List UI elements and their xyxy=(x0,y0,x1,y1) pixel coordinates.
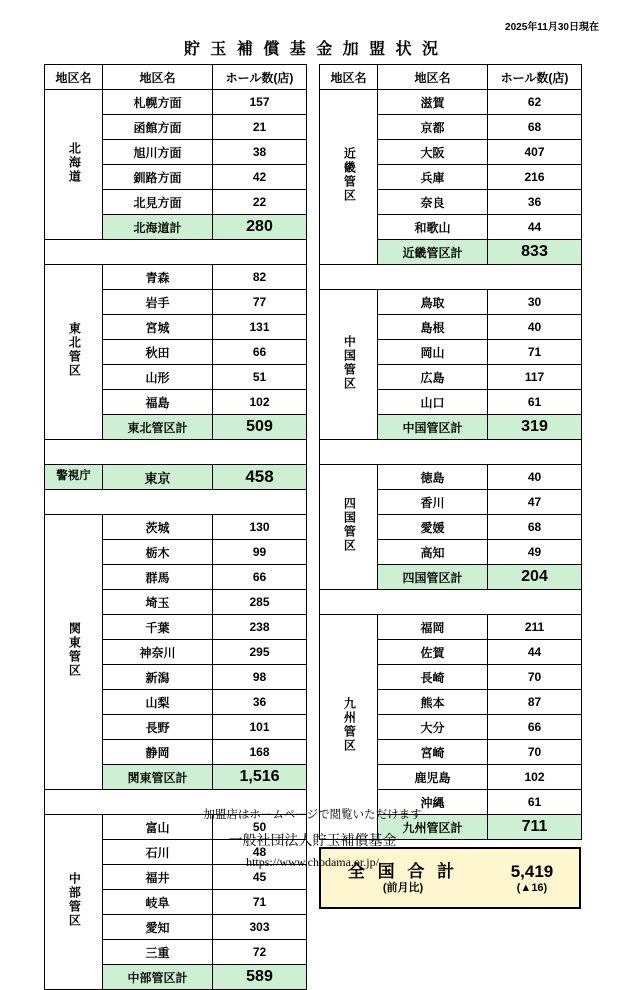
hall-count: 131 xyxy=(213,315,307,340)
subtotal-label: 近畿管区計 xyxy=(378,240,488,265)
hall-count: 211 xyxy=(488,615,582,640)
area-name: 千葉 xyxy=(103,615,213,640)
area-name: 札幌方面 xyxy=(103,90,213,115)
region-label-hokkaido: 北海道 xyxy=(45,90,103,240)
subtotal-label: 北海道計 xyxy=(103,215,213,240)
subtotal-value: 280 xyxy=(213,215,307,240)
table-row-tokyo xyxy=(45,465,307,490)
area-name: 徳島 xyxy=(378,465,488,490)
subtotal-value: 1,516 xyxy=(213,765,307,790)
area-name: 岐阜 xyxy=(103,890,213,915)
area-name: 三重 xyxy=(103,940,213,965)
hall-count: 295 xyxy=(213,640,307,665)
spacer-row xyxy=(320,440,582,465)
subtotal-label: 四国管区計 xyxy=(378,565,488,590)
area-name: 京都 xyxy=(378,115,488,140)
area-name: 東京 xyxy=(103,465,213,490)
subtotal-label: 中国管区計 xyxy=(378,415,488,440)
area-name: 長野 xyxy=(103,715,213,740)
hall-count: 70 xyxy=(488,740,582,765)
national-total-delta: (▲16) xyxy=(516,881,548,894)
hall-count: 72 xyxy=(213,940,307,965)
region-label-kinki: 近畿管区 xyxy=(320,90,378,265)
hall-count: 216 xyxy=(488,165,582,190)
hall-count: 68 xyxy=(488,115,582,140)
hall-count: 66 xyxy=(213,565,307,590)
area-name: 旭川方面 xyxy=(103,140,213,165)
table-row xyxy=(320,465,582,490)
hall-count: 51 xyxy=(213,365,307,390)
area-name: 新潟 xyxy=(103,665,213,690)
area-name: 高知 xyxy=(378,540,488,565)
area-name: 茨城 xyxy=(103,515,213,540)
column-header-region: 地区名 xyxy=(320,65,378,90)
spacer-row xyxy=(320,590,582,615)
area-name: 岩手 xyxy=(103,290,213,315)
footer-note: 加盟店はホームページで閲覧いただけます xyxy=(203,809,422,821)
subtotal-value: 711 xyxy=(488,815,582,840)
subtotal-label: 東北管区計 xyxy=(103,415,213,440)
report-date: 2025年11月30日現在 xyxy=(505,22,599,33)
table-row xyxy=(320,615,582,640)
hall-count: 44 xyxy=(488,215,582,240)
area-name: 香川 xyxy=(378,490,488,515)
hall-count: 102 xyxy=(213,390,307,415)
region-label-kanto: 関東管区 xyxy=(45,515,103,790)
national-total-label: 全 国 合 計 xyxy=(347,861,459,881)
hall-count: 407 xyxy=(488,140,582,165)
region-label-chubu: 中部管区 xyxy=(45,815,103,990)
spacer-row xyxy=(320,265,582,290)
hall-count: 36 xyxy=(213,690,307,715)
subtotal-value: 833 xyxy=(488,240,582,265)
area-name: 青森 xyxy=(103,265,213,290)
hall-count: 238 xyxy=(213,615,307,640)
table-header-row xyxy=(45,65,307,90)
hall-count: 40 xyxy=(488,465,582,490)
subtotal-value: 319 xyxy=(488,415,582,440)
hall-count: 22 xyxy=(213,190,307,215)
hall-count: 168 xyxy=(213,740,307,765)
hall-count: 62 xyxy=(488,90,582,115)
area-name: 岡山 xyxy=(378,340,488,365)
national-total-value: 5,419 xyxy=(510,861,554,881)
area-name: 沖縄 xyxy=(378,790,488,815)
area-name: 大分 xyxy=(378,715,488,740)
region-label-keishicho: 警視庁 xyxy=(45,465,103,490)
area-name: 山形 xyxy=(103,365,213,390)
area-name: 愛知 xyxy=(103,915,213,940)
hall-count: 68 xyxy=(488,515,582,540)
area-name: 鳥取 xyxy=(378,290,488,315)
hall-count: 98 xyxy=(213,665,307,690)
hall-count: 77 xyxy=(213,290,307,315)
column-header-halls: ホール数(店) xyxy=(488,65,582,90)
hall-count: 101 xyxy=(213,715,307,740)
footer xyxy=(0,806,625,870)
area-name: 福岡 xyxy=(378,615,488,640)
footer-organization: 一般社団法人貯玉補償基金 xyxy=(228,832,397,848)
hall-count: 66 xyxy=(488,715,582,740)
region-label-kyushu: 九州管区 xyxy=(320,615,378,840)
hall-count: 70 xyxy=(488,665,582,690)
area-name: 熊本 xyxy=(378,690,488,715)
subtotal-value: 509 xyxy=(213,415,307,440)
area-name: 山口 xyxy=(378,390,488,415)
area-name: 北見方面 xyxy=(103,190,213,215)
divider-left xyxy=(97,814,193,815)
subtotal-label: 中部管区計 xyxy=(103,965,213,990)
hall-count: 44 xyxy=(488,640,582,665)
hall-count: 50 xyxy=(213,815,307,840)
table-row xyxy=(320,90,582,115)
hall-count: 48 xyxy=(213,840,307,865)
area-name: 兵庫 xyxy=(378,165,488,190)
hall-count: 21 xyxy=(213,115,307,140)
region-label-tohoku: 東北管区 xyxy=(45,265,103,440)
footer-url[interactable]: https://www.chodama.or.jp/ xyxy=(246,855,379,869)
spacer-row xyxy=(45,440,307,465)
hall-count: 82 xyxy=(213,265,307,290)
spacer-row xyxy=(45,240,307,265)
hall-count: 71 xyxy=(488,340,582,365)
page-title: 貯 玉 補 償 基 金 加 盟 状 況 xyxy=(183,41,441,58)
area-name: 栃木 xyxy=(103,540,213,565)
area-name: 福井 xyxy=(103,865,213,890)
footer-note-line xyxy=(0,806,625,822)
hall-count: 157 xyxy=(213,90,307,115)
area-name: 富山 xyxy=(103,815,213,840)
table-row xyxy=(45,90,307,115)
hall-count: 66 xyxy=(213,340,307,365)
region-label-shikoku: 四国管区 xyxy=(320,465,378,590)
hall-count: 30 xyxy=(488,290,582,315)
area-name: 山梨 xyxy=(103,690,213,715)
area-name: 群馬 xyxy=(103,565,213,590)
table-header-row xyxy=(320,65,582,90)
area-name: 宮崎 xyxy=(378,740,488,765)
column-header-name: 地区名 xyxy=(103,65,213,90)
area-name: 静岡 xyxy=(103,740,213,765)
spacer-row xyxy=(45,490,307,515)
area-name: 釧路方面 xyxy=(103,165,213,190)
hall-count: 40 xyxy=(488,315,582,340)
hall-count: 102 xyxy=(488,765,582,790)
area-name: 福島 xyxy=(103,390,213,415)
area-name: 神奈川 xyxy=(103,640,213,665)
table-row xyxy=(320,290,582,315)
area-name: 広島 xyxy=(378,365,488,390)
hall-count: 458 xyxy=(213,465,307,490)
column-header-name: 地区名 xyxy=(378,65,488,90)
hall-count: 47 xyxy=(488,490,582,515)
hall-count: 130 xyxy=(213,515,307,540)
area-name: 島根 xyxy=(378,315,488,340)
area-name: 石川 xyxy=(103,840,213,865)
national-total-sublabel: (前月比) xyxy=(382,881,424,894)
hall-count: 49 xyxy=(488,540,582,565)
hall-count: 45 xyxy=(213,865,307,890)
table-row xyxy=(45,265,307,290)
column-header-halls: ホール数(店) xyxy=(213,65,307,90)
table-row xyxy=(45,515,307,540)
hall-count: 71 xyxy=(213,890,307,915)
area-name: 埼玉 xyxy=(103,590,213,615)
hall-count: 285 xyxy=(213,590,307,615)
area-name: 滋賀 xyxy=(378,90,488,115)
subtotal-value: 589 xyxy=(213,965,307,990)
area-name: 長崎 xyxy=(378,665,488,690)
area-name: 佐賀 xyxy=(378,640,488,665)
divider-right xyxy=(432,814,528,815)
area-name: 函館方面 xyxy=(103,115,213,140)
right-table xyxy=(319,64,582,840)
hall-count: 87 xyxy=(488,690,582,715)
area-name: 鹿児島 xyxy=(378,765,488,790)
area-name: 和歌山 xyxy=(378,215,488,240)
area-name: 奈良 xyxy=(378,190,488,215)
hall-count: 38 xyxy=(213,140,307,165)
column-header-region: 地区名 xyxy=(45,65,103,90)
area-name: 秋田 xyxy=(103,340,213,365)
area-name: 大阪 xyxy=(378,140,488,165)
hall-count: 42 xyxy=(213,165,307,190)
hall-count: 61 xyxy=(488,790,582,815)
hall-count: 99 xyxy=(213,540,307,565)
region-label-chugoku: 中国管区 xyxy=(320,290,378,440)
subtotal-label: 九州管区計 xyxy=(378,815,488,840)
subtotal-label: 関東管区計 xyxy=(103,765,213,790)
hall-count: 61 xyxy=(488,390,582,415)
subtotal-value: 204 xyxy=(488,565,582,590)
hall-count: 36 xyxy=(488,190,582,215)
area-name: 宮城 xyxy=(103,315,213,340)
hall-count: 303 xyxy=(213,915,307,940)
hall-count: 117 xyxy=(488,365,582,390)
area-name: 愛媛 xyxy=(378,515,488,540)
